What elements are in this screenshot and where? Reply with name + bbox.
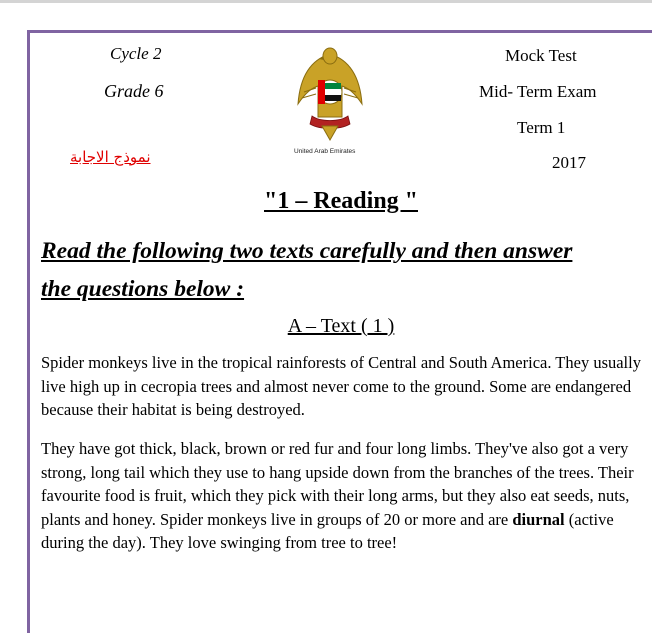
mock-test-label: Mock Test [505,46,577,65]
top-divider [0,0,652,3]
text-a-paragraph-1: Spider monkeys live in the tropical rainforests of Central and South America. They usually live high up in cecropia trees and almost never come to the ground. Some are endangered because their habitat is being destroyed. [41,353,641,419]
text-a-paragraph-2 [41,437,641,555]
paragraph-2-text-start: They have got thick, black, brown or red fur and four long limbs. They've also got a very strong, long tail which they use to hang upside down from the branches of the trees. Their favourite food is fruit, which they pick with their long arms, but they also eat seeds, nuts, plants and honey. Spider monkeys live in groups of 20 or more and are [41,439,634,529]
uae-emblem-icon [290,42,370,142]
text-a-title: A – Text ( 1 ) [287,315,395,337]
section-title: "1 – Reading " [264,188,418,214]
term-label: Term 1 [517,118,566,137]
grade-label: Grade 6 [104,81,164,101]
exam-label: Mid- Term Exam [479,82,597,101]
diurnal-term: diurnal [512,509,565,529]
instructions [41,232,631,308]
year-label: 2017 [552,153,586,172]
cycle-label: Cycle 2 [110,44,162,63]
instructions-line-1: Read the following two texts carefully and then answer [41,238,573,264]
answer-key-label: نموذج الاجابة [70,148,151,166]
paragraph-2-text-end: (active during the day). They love swinging from tree to tree! [41,509,614,552]
emblem-caption: United Arab Emirates [294,148,356,155]
instructions-line-2: the questions below : [41,276,245,302]
